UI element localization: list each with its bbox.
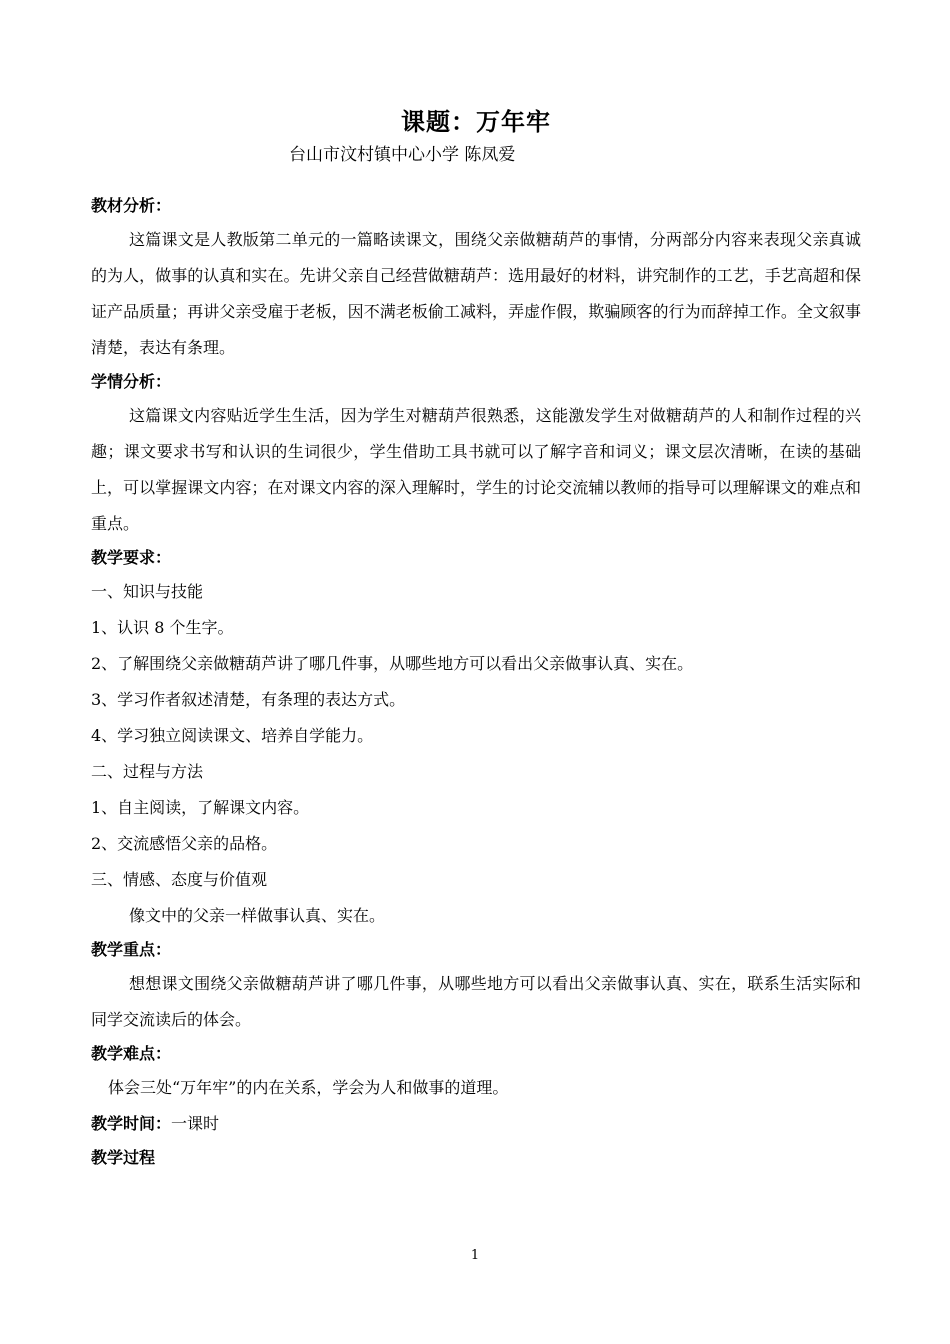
part1-item-2: 2、了解围绕父亲做糖葫芦讲了哪几件事，从哪些地方可以看出父亲做事认真、实在。: [91, 654, 694, 673]
part2-item-1: 1、自主阅读，了解课文内容。: [91, 798, 310, 817]
sections: [91, 190, 861, 1174]
difficulties-heading: 教学难点：: [91, 1044, 172, 1063]
time-heading: 教学时间：: [91, 1114, 172, 1133]
key-points-heading: 教学重点：: [91, 940, 172, 959]
material-heading: 教材分析：: [91, 196, 172, 215]
students-heading: 学情分析：: [91, 372, 172, 391]
author-line: 台山市汶村镇中心小学 陈凤爱: [289, 145, 516, 165]
time-value: 一课时: [171, 1114, 220, 1133]
key-points-text: 想想课文围绕父亲做糖葫芦讲了哪几件事，从哪些地方可以看出父亲做事认真、实在，联系生活实际和同学交流读后的体会。: [91, 974, 861, 1029]
process-heading: 教学过程: [91, 1148, 156, 1167]
part1-item-1: 1、认识 8 个生字。: [91, 618, 234, 637]
material-text: 这篇课文是人教版第二单元的一篇略读课文，围绕父亲做糖葫芦的事情，分两部分内容来表现父亲真诚的为人，做事的认真和实在。先讲父亲自己经营做糖葫芦：选用最好的材料，讲究制作的工艺，手艺高超和保证产品质量；再讲父亲受雇于老板，因不满老板偷工减料，弄虚作假，欺骗顾客的行为而辞掉工作。全文叙事清楚，表达有条理。: [91, 230, 861, 357]
students-text: 这篇课文内容贴近学生生活，因为学生对糖葫芦很熟悉，这能激发学生对做糖葫芦的人和制作过程的兴趣；课文要求书写和认识的生词很少，学生借助工具书就可以了解字音和词义；课文层次清晰，在读的基础上，可以掌握课文内容；在对课文内容的深入理解时，学生的讨论交流辅以教师的指导可以理解课文的难点和重点。: [91, 406, 861, 533]
part3-title: 三、情感、态度与价值观: [91, 870, 268, 889]
part3-text: 像文中的父亲一样做事认真、实在。: [129, 906, 386, 925]
document-title: 课题：万年牢: [401, 107, 551, 136]
time-line: [91, 1106, 861, 1142]
part1-item-4: 4、学习独立阅读课文、培养自学能力。: [91, 726, 374, 745]
part1-item-3: 3、学习作者叙述清楚，有条理的表达方式。: [91, 690, 406, 709]
page-number: 1: [470, 1248, 480, 1263]
part2-title: 二、过程与方法: [91, 762, 204, 781]
requirements-heading: 教学要求：: [91, 548, 172, 567]
document-content: [91, 104, 861, 1174]
difficulties-text: 体会三处“万年牢”的内在关系，学会为人和做事的道理。: [108, 1078, 509, 1097]
part1-title: 一、知识与技能: [91, 582, 204, 601]
part2-item-2: 2、交流感悟父亲的品格。: [91, 834, 278, 853]
